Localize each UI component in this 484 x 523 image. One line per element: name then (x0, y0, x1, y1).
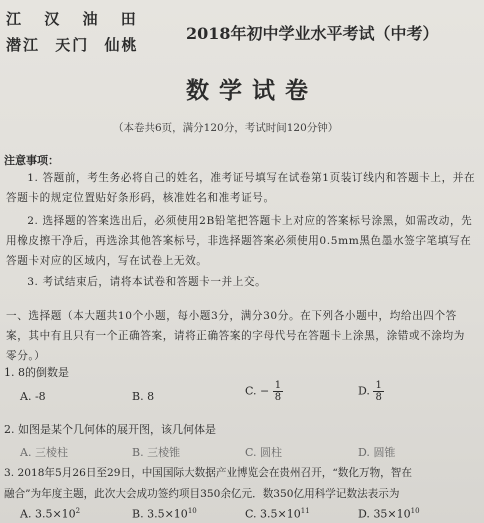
q3-option-c (245, 507, 310, 521)
region-word: 潜江 (6, 36, 41, 54)
q3-option-d (358, 507, 420, 521)
question-2-stem: 2. 如图是某个几何体的展开图，该几何体是 (4, 423, 216, 436)
option-letter: D. (358, 446, 370, 459)
main-title: 数学试卷 (186, 77, 318, 104)
numerator: 1 (375, 380, 382, 391)
option-letter: C. (245, 507, 257, 521)
region-word: 油 (82, 10, 107, 28)
fraction (373, 380, 383, 403)
option-base: 3.5×10 (260, 507, 301, 521)
notice-item: 2. 选择题的答案选出后，必须使用2B铅笔把答题卡上对应的答案标号涂黑，如需改动，先用橡皮擦干净后，再选涂其他答案标号，非选择题答案必须使用0.5mm黑色墨水签字笔填写在答题卡对应的区域内，写在试卷上无效。 (6, 215, 473, 267)
question-3-stem-line-1: 3. 2018年5月26日至29日，中国国际大数据产业博览会在贵州召开，“数化万物，智在 (4, 467, 412, 479)
region-line-2 (6, 34, 139, 55)
option-text: 8 (147, 390, 155, 403)
notice-item: 3. 考试结束后，请将本试卷和答题卡一并上交。 (27, 276, 267, 288)
q2-option-a (20, 444, 68, 460)
option-letter: A. (20, 507, 32, 521)
minus-sign: − (260, 384, 270, 398)
region-word: 天门 (55, 36, 90, 54)
q2-option-d (358, 444, 395, 460)
notice-item: 1. 答题前，考生务必将自己的姓名，准考证号填写在试卷第1页装订线内和答题卡上，并在答题卡的规定位置贴好条形码，核准姓名和准考证号。 (6, 172, 476, 204)
exam-title: 2018年初中学业水平考试（中考） (186, 24, 439, 43)
option-exponent: 2 (75, 507, 81, 515)
option-letter: C. (245, 384, 257, 398)
q3-option-a (20, 507, 80, 521)
notice-heading: 注意事项： (4, 154, 59, 167)
denominator: 8 (375, 392, 382, 403)
option-letter: D. (358, 507, 370, 521)
option-exponent: 10 (410, 507, 420, 515)
option-letter: C. (245, 446, 257, 459)
region-word: 江 (6, 10, 31, 28)
q2-option-c (245, 444, 282, 460)
q3-option-b (132, 507, 197, 521)
fraction (273, 380, 283, 403)
q1-option-d (358, 380, 384, 403)
region-line-1 (6, 8, 145, 29)
option-text: 圆锥 (373, 446, 396, 459)
option-base: 3.5×10 (147, 507, 188, 521)
denominator: 8 (274, 392, 282, 403)
region-word: 田 (120, 10, 145, 28)
option-exponent: 11 (300, 507, 310, 515)
option-text: -8 (34, 390, 46, 403)
option-text: 三棱锥 (147, 446, 181, 459)
option-letter: B. (132, 507, 144, 521)
option-letter: A. (20, 446, 32, 459)
subtitle: （本卷共6页，满分120分，考试时间120分钟） (113, 122, 339, 134)
question-1-stem: 1. 8的倒数是 (4, 366, 69, 379)
option-letter: B. (132, 446, 144, 459)
region-word: 汉 (44, 10, 69, 28)
region-word: 仙桃 (104, 36, 139, 54)
option-text: 三棱柱 (34, 446, 68, 459)
option-letter: B. (132, 390, 144, 403)
q1-option-b (132, 390, 154, 403)
option-text: 圆柱 (260, 446, 283, 459)
option-letter: A. (20, 390, 32, 403)
q1-option-a (20, 390, 46, 403)
option-letter: D. (358, 384, 370, 398)
section-heading: 一、选择题（本大题共10个小题，每小题3分，满分30分。在下列各小题中，均给出四个答案，其中有且只有一个正确答案，请将正确答案的字母代号在答题卡上涂黑，涂错或不涂均为零分。） (6, 310, 465, 362)
option-base: 35×10 (373, 507, 411, 521)
option-base: 3.5×10 (34, 507, 76, 521)
q2-option-b (132, 444, 180, 460)
question-3-stem-line-2: 融合”为年度主题，此次大会成功签约项目350余亿元．数350亿用科学记数法表示为 (4, 488, 400, 500)
q1-option-c (245, 380, 283, 403)
numerator: 1 (274, 380, 282, 391)
option-exponent: 10 (187, 507, 197, 515)
